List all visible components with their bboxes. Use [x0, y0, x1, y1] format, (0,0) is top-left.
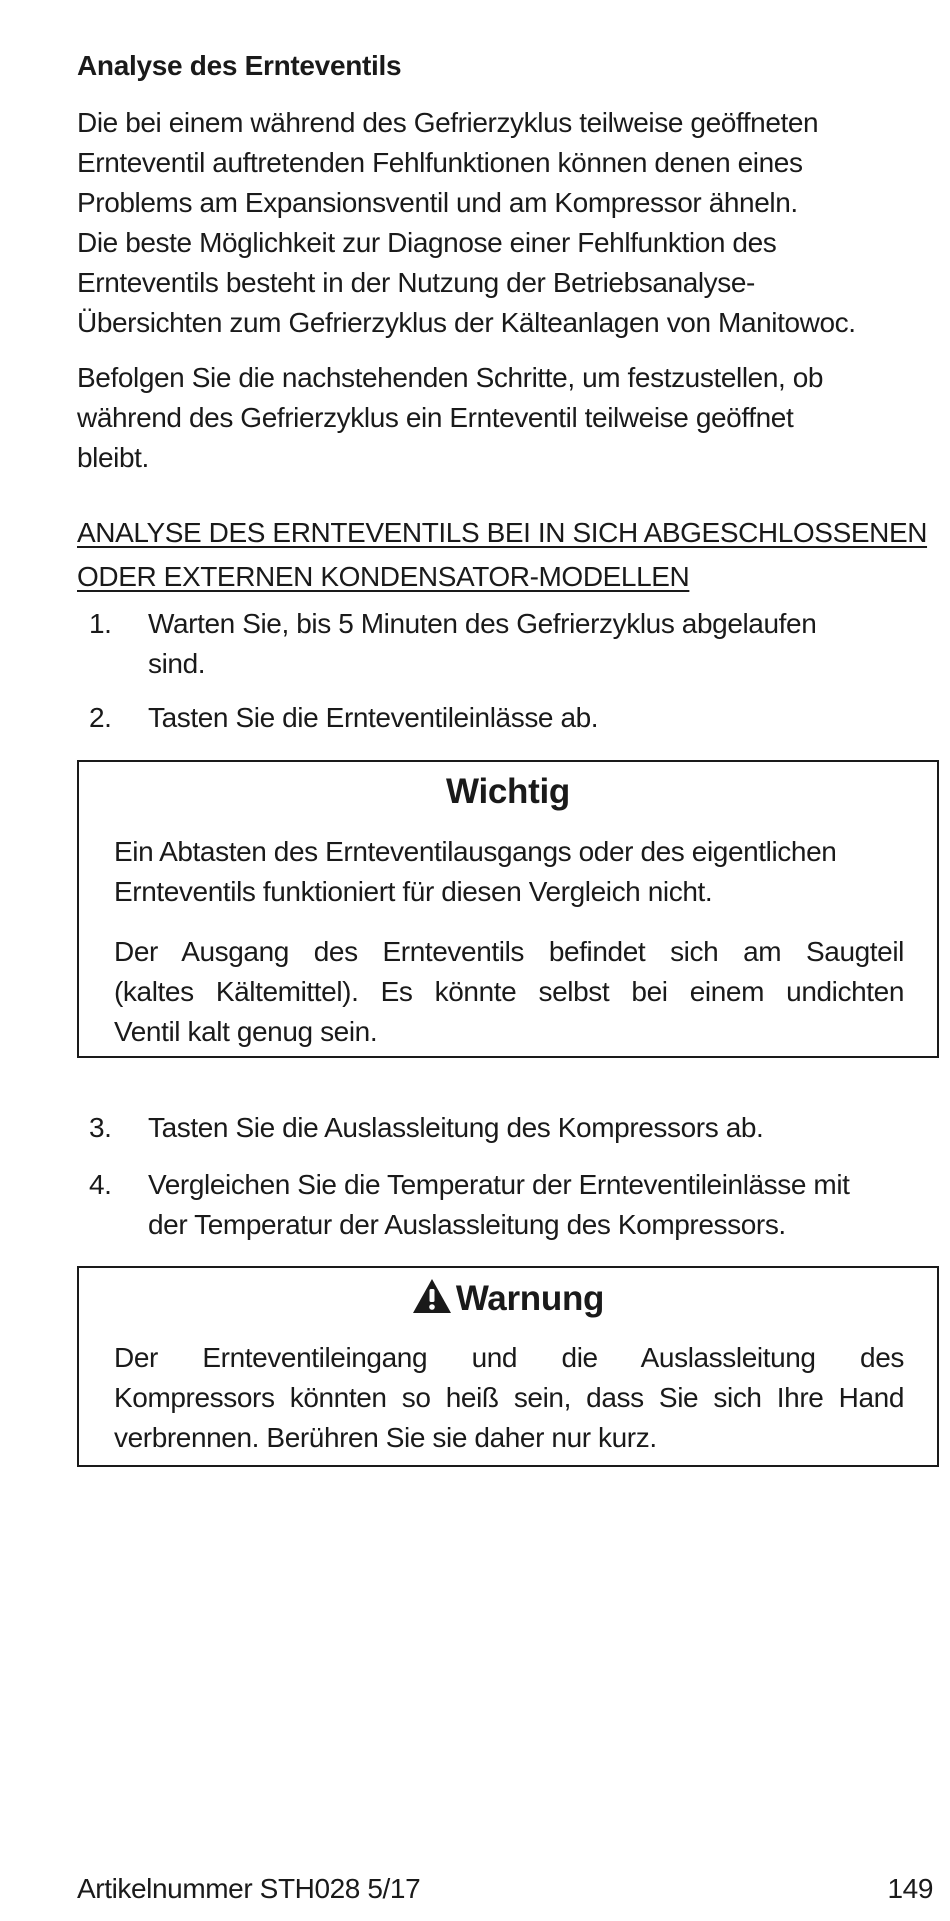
- step-number: 3.: [89, 1112, 112, 1143]
- text-line: während des Gefrierzyklus ein Ernteventil teilweise geöffnet: [77, 402, 794, 433]
- text-line: Kompressors könnten so heiß sein, dass Sie sich Ihre Hand: [114, 1382, 904, 1413]
- step-text-line: sind.: [148, 648, 206, 679]
- step-text-line: Tasten Sie die Auslassleitung des Kompressors ab.: [148, 1112, 764, 1143]
- text-line: Die bei einem während des Gefrierzyklus teilweise geöffneten: [77, 107, 819, 138]
- warning-title: [79, 1278, 937, 1319]
- warning-title-text: Warnung: [455, 1279, 605, 1318]
- section-heading: Analyse des Ernteventils: [77, 50, 402, 81]
- important-box: [77, 760, 939, 1058]
- important-title: Wichtig: [446, 772, 570, 811]
- text-line: Problems am Expansionsventil und am Kompressor ähneln.: [77, 187, 798, 218]
- procedure-title-line: ODER EXTERNEN KONDENSATOR-MODELLEN: [77, 561, 690, 592]
- warning-box: [77, 1266, 939, 1467]
- text-line: Die beste Möglichkeit zur Diagnose einer Fehlfunktion des: [77, 227, 777, 258]
- text-line: verbrennen. Berühren Sie sie daher nur kurz.: [114, 1422, 657, 1453]
- procedure-title-line: ANALYSE DES ERNTEVENTILS BEI IN SICH ABGESCHLOSSENEN: [77, 517, 928, 548]
- text-line: Ernteventil auftretenden Fehlfunktionen können denen eines: [77, 147, 803, 178]
- step-number: 1.: [89, 608, 112, 639]
- step-number: 4.: [89, 1169, 112, 1200]
- text-line: Übersichten zum Gefrierzyklus der Kälteanlagen von Manitowoc.: [77, 307, 856, 338]
- text-line: Ein Abtasten des Ernteventilausgangs oder des eigentlichen: [114, 836, 837, 867]
- intro-paragraph: [77, 103, 947, 343]
- text-line: Ernteventils besteht in der Nutzung der Betriebsanalyse-: [77, 267, 755, 298]
- important-paragraph-1: [114, 832, 904, 912]
- step-text-line: Vergleichen Sie die Temperatur der Ernteventileinlässe mit: [148, 1169, 850, 1200]
- step-number: 2.: [89, 702, 112, 733]
- footer-article-number: Artikelnummer STH028 5/17: [77, 1873, 421, 1904]
- step-text-line: Warten Sie, bis 5 Minuten des Gefrierzyklus abgelaufen: [148, 608, 817, 639]
- text-line: Ventil kalt genug sein.: [114, 1016, 378, 1047]
- text-line: Ernteventils funktioniert für diesen Vergleich nicht.: [114, 876, 713, 907]
- warning-paragraph: [114, 1338, 904, 1458]
- text-line: bleibt.: [77, 442, 149, 473]
- text-line: Befolgen Sie die nachstehenden Schritte, um festzustellen, ob: [77, 362, 824, 393]
- instruction-paragraph: [77, 358, 947, 478]
- page-number: 149: [887, 1873, 933, 1904]
- important-paragraph-2: [114, 932, 904, 1052]
- warning-triangle-icon: [412, 1278, 452, 1314]
- text-line: Der Ausgang des Ernteventils befindet sich am Saugteil: [114, 936, 904, 967]
- procedure-title: [77, 511, 927, 599]
- step-text-line: der Temperatur der Auslassleitung des Kompressors.: [148, 1209, 786, 1240]
- text-line: Der Ernteventileingang und die Auslassleitung des: [114, 1342, 904, 1373]
- text-line: (kaltes Kältemittel). Es könnte selbst bei einem undichten: [114, 976, 904, 1007]
- step-text-line: Tasten Sie die Ernteventileinlässe ab.: [148, 702, 599, 733]
